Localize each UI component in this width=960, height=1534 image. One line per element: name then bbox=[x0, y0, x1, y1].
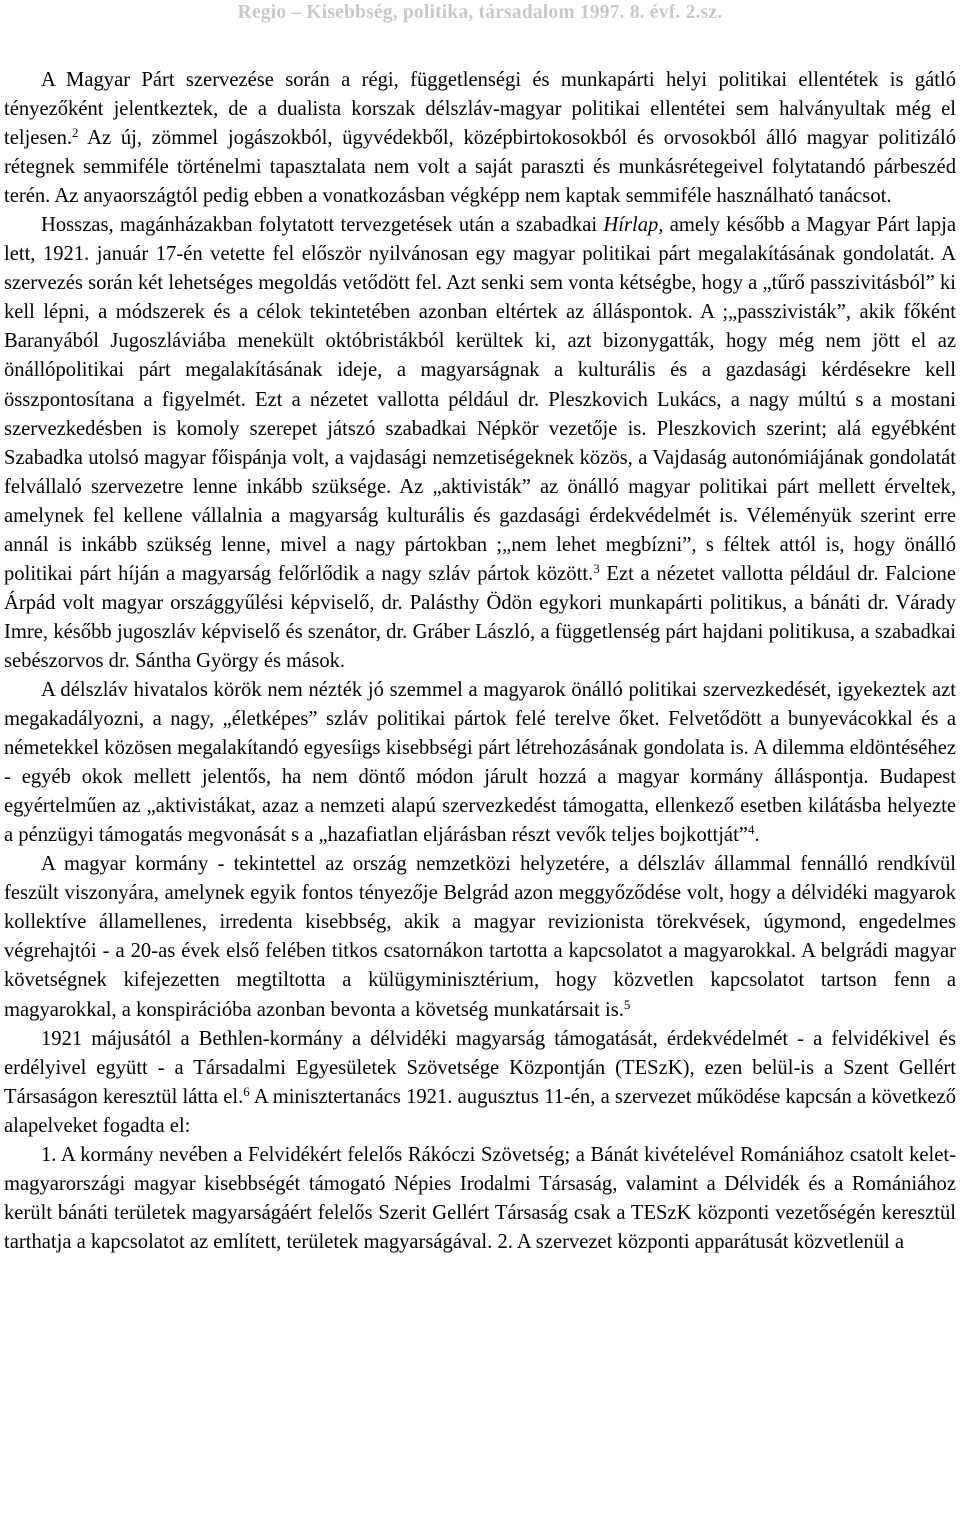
footnote-ref-3[interactable]: 3 bbox=[593, 560, 600, 576]
article-body bbox=[4, 66, 956, 1257]
running-header: Regio – Kisebbség, politika, társadalom 1997. 8. évf. 2.sz. bbox=[237, 2, 723, 23]
footnote-ref-5[interactable]: 5 bbox=[623, 996, 631, 1012]
paragraph-2 bbox=[4, 211, 956, 676]
footnote-ref-2[interactable]: 2 bbox=[72, 125, 79, 141]
footnote-ref-6[interactable]: 6 bbox=[243, 1083, 250, 1099]
newspaper-title-hirlap: Hírlap, bbox=[603, 214, 664, 237]
paragraph-6 bbox=[4, 1141, 956, 1257]
paragraph-4-text-a: A magyar kormány - tekintettel az ország nemzetközi helyzetére, a délszláv állammal fennálló rendkívül feszült viszonyára, amelynek egyik fontos tényezője Belgrád azon meggyőződése volt, hogy a délvidéki magyarok kollektíve államellenes, irredenta kisebbség, akik a magyar revizionista törekvések, úgymond, engedelmes végrehajtói - a 20-as évek első felében titkos csatornákon tartotta a kapcsolatot a magyarokkal. A belgrádi magyar követségnek kifejezetten megtiltotta a külügyminisztérium, hogy közvetlen kapcsolatot tartson fenn a magyarokkal, a konspirációba azonban bevonta a követség munkatársait is. bbox=[4, 853, 956, 1021]
paragraph-3-text-a: A délszláv hivatalos körök nem nézték jó szemmel a magyarok önálló politikai szervezkedését, igyekeztek azt megakadályozni, a nagy, „életképes” szláv politikai pártok felé terelve őket. Felvetődött a bunyevácokkal és a németekkel közösen megalakítandó egyesíigs kisebbségi párt létrehozásának gondolata is. A dilemma eldöntéséhez - egyéb okok mellett jelentős, ha nem döntő módon járult hozzá a magyar kormány álláspontja. Budapest egyértelműen az „aktivistákat, azaz a nemzeti alapú szervezkedést támogatta, ellenkező esetben kilátásba helyezte a pénzügyi támogatás megvonását s a „hazafiatlan eljárásban részt vevők teljes bojkottját” bbox=[4, 678, 956, 847]
paragraph-5-text-b: A minisztertanács 1921. augusztus 11-én, a szervezet működése kapcsán a következő alapelveket fogadta el: bbox=[4, 1085, 956, 1137]
paragraph-2-text-b: amely később a Magyar Párt lapja lett, 1921. január 17-én vetette fel először nyilvánosan egy magyar politikai párt megalakításának gondolatát. A szervezés során két lehetséges megoldás vetődött fel. Azt senki sem vonta kétségbe, hogy a „tűrő passzivitásból” ki kell lépni, a módszerek és a célok tekintetében azonban eltértek az álláspontok. A ;„passzivisták”, akik főként Baranyából Jugoszláviába menekült októbristákból kerültek ki, azt bizonygatták, hogy még nem jött el az önállópolitikai párt megalakításának ideje, a magyarságnak a kulturális és a gazdasági kérdésekre kell összpontosítana a figyelmét. Ezt a nézetet vallotta például dr. Pleszkovich Lukács, a nagy múltú s a mostani szervezkedésben is komoly szerepet játszó szabadkai Népkör vezetője is. Pleszkovich szerint; alá egyébként Szabadka utolsó magyar főispánja volt, a vajdasági nemzetiségeknek közös, a Vajdaság autonómiájának gondolatát felvállaló szervezetre lenne inkább szüksége. Az „aktivisták” az önálló magyar politikai párt mellett érveltek, amelynek fel kellene vállalnia a magyarság kulturális és gazdasági érdekvédelmét is. Véleményük szerint erre annál is inkább szükség lenne, mivel a nagy pártokban ;„nem lehet megbízni”, s féltek attól is, hogy önálló politikai párt híján a magyarság felőrlődik a nagy szláv pártok között. bbox=[4, 214, 956, 585]
paragraph-3-text-b: . bbox=[754, 824, 760, 847]
footnote-ref-4[interactable]: 4 bbox=[747, 822, 755, 838]
paragraph-1-text-b: Az új, zömmel jogászokból, ügyvédekből, középbirtokosokból és orvosokból álló magyar politizáló rétegnek semmiféle történelmi tapasztalata nem volt a saját paraszti és munkásrétegeivel folytatandó párbeszéd terén. Az anyaországtól pedig ebben a vonatkozásban végképp nem kaptak semmiféle használható tanácsot. bbox=[4, 127, 956, 208]
paragraph-4 bbox=[4, 850, 956, 1024]
paragraph-1 bbox=[4, 66, 956, 211]
paragraph-5-text-a: 1921 májusától a Bethlen-kormány a délvidéki magyarság támogatását, érdekvédelmét - a felvidékivel és erdélyivel együtt - a Társadalmi Egyesületek Szövetsége Központján (TESzK), ezen belül-is a Szent Gellért Társaságon keresztül látta el. bbox=[4, 1027, 956, 1108]
paragraph-5 bbox=[4, 1025, 956, 1141]
paragraph-6-text-a: 1. A kormány nevében a Felvidékért felelős Rákóczi Szövetség; a Bánát kivételével Romániához csatolt kelet-magyarországi magyar kisebbségét támogató Népies Irodalmi Társaság, valamint a Délvidék és a Romániához került bánáti területek magyarságáért felelős Szerit Gellért Társaság csak a TESzK központi vezetőségén keresztül tarthatja a kapcsolatot az említett, területek magyarságával. 2. A szervezet központi apparátusát közvetlenül a bbox=[4, 1143, 956, 1253]
paragraph-3 bbox=[4, 676, 956, 850]
paragraph-2-text-a: Hosszas, magánházakban folytatott tervezgetések után a szabadkai bbox=[41, 214, 604, 237]
paragraph-2-text-c: Ezt a nézetet vallotta például dr. Falcione Árpád volt magyar országgyűlési képviselő, dr. Palásthy Ödön egykori munkapárti politikus, a bánáti dr. Várady Imre, később jugoszláv képviselő és szenátor, dr. Gráber László, a függetlenség párt hajdani politikusa, a szabadkai sebészorvos dr. Sántha György és mások. bbox=[4, 562, 956, 672]
paragraph-1-text-a: A Magyar Párt szervezése során a régi, függetlenségi és munkapárti helyi politikai ellentétek is gátló tényezőként jelentkeztek, de a dualista korszak délszláv-magyar politikai ellentétei sem halványultak még el teljesen. bbox=[4, 69, 956, 150]
